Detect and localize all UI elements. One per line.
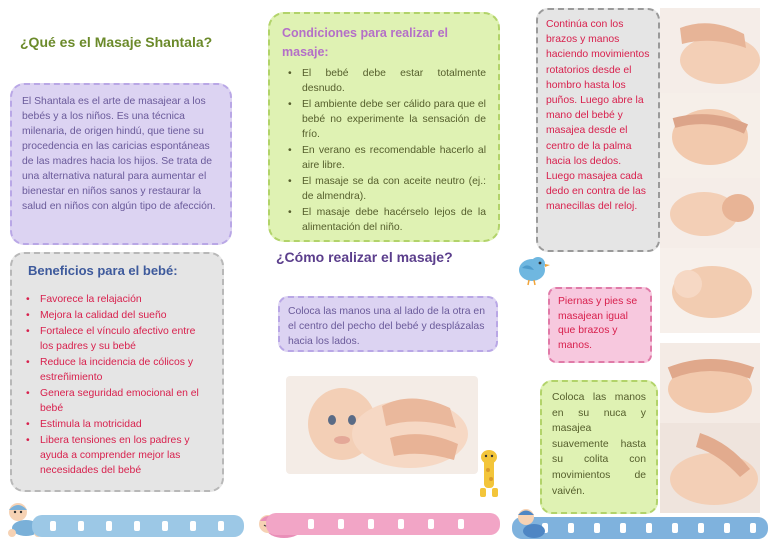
decorative-band-blue bbox=[32, 515, 244, 537]
baby-bottle-icon bbox=[308, 519, 314, 529]
step1-box bbox=[278, 296, 498, 352]
baby-bottle-icon bbox=[218, 521, 224, 531]
baby-bottle-icon bbox=[458, 519, 464, 529]
baby-bottle-icon bbox=[594, 523, 600, 533]
title-what-is-shantala: ¿Qué es el Masaje Shantala? bbox=[20, 34, 213, 50]
massage-photo bbox=[660, 8, 760, 93]
baby-bottle-icon bbox=[568, 523, 574, 533]
giraffe-icon bbox=[474, 448, 504, 498]
condition-item: • El bebé debe estar totalmente desnudo. bbox=[282, 66, 486, 96]
benefit-item: • Genera seguridad emocional en el bebé bbox=[24, 386, 210, 416]
intro-box bbox=[10, 83, 232, 245]
baby-bottle-icon bbox=[50, 521, 56, 531]
step4-box bbox=[540, 380, 658, 514]
baby-bottle-icon bbox=[190, 521, 196, 531]
step2-box bbox=[536, 8, 660, 252]
baby-bottle-icon bbox=[724, 523, 730, 533]
condition-item: • El masaje se da con aceite neutro (ej.: de almendra). bbox=[282, 174, 486, 204]
massage-photo bbox=[660, 93, 760, 178]
baby-bottle-icon bbox=[338, 519, 344, 529]
baby-bottle-icon bbox=[162, 521, 168, 531]
bird-icon bbox=[514, 252, 550, 286]
conditions-list bbox=[282, 66, 486, 235]
baby-bottle-icon bbox=[620, 523, 626, 533]
step1-text: Coloca las manos una al lado de la otra en el centro del pecho del bebé y desplázalas hacia los lados. bbox=[288, 306, 485, 347]
step4-text: Coloca las manos en su nuca y masajea suavemente hasta su colita con movimientos de vaivén. bbox=[552, 392, 646, 497]
benefits-box bbox=[10, 252, 224, 492]
baby-bottle-icon bbox=[646, 523, 652, 533]
step3-text: Piernas y pies se masajean igual que brazos y manos. bbox=[558, 296, 638, 351]
benefit-item: • Favorece la relajación bbox=[24, 292, 210, 307]
baby-massage-photo bbox=[286, 376, 478, 474]
benefit-item: • Libera tensiones en los padres y ayuda a comprender mejor las necesidades del bebé bbox=[24, 433, 210, 478]
step3-box bbox=[548, 287, 652, 363]
conditions-box bbox=[268, 12, 500, 242]
benefit-item: • Estimula la motricidad bbox=[24, 417, 210, 432]
benefit-item: • Mejora la calidad del sueño bbox=[24, 308, 210, 323]
baby-bottle-icon bbox=[398, 519, 404, 529]
baby-bottle-icon bbox=[428, 519, 434, 529]
massage-photo bbox=[660, 343, 760, 423]
baby-bottle-icon bbox=[368, 519, 374, 529]
decorative-band-pink bbox=[266, 513, 500, 535]
decorative-band-blue-2 bbox=[512, 517, 768, 539]
step2-text: Continúa con los brazos y manos haciendo movimientos rotatorios desde el hombro hasta los puños. Luego abre la mano del bebé y masajea desde el centro de la palma hacia los dedos. Luego masajea cada dedo en contra de las manecillas del reloj. bbox=[546, 19, 650, 213]
baby-crawling-icon bbox=[512, 505, 546, 539]
baby-bottle-icon bbox=[134, 521, 140, 531]
baby-bottle-icon bbox=[78, 521, 84, 531]
baby-bottle-icon bbox=[672, 523, 678, 533]
benefit-item: • Reduce la incidencia de cólicos y estreñimiento bbox=[24, 355, 210, 385]
massage-photo bbox=[660, 248, 760, 333]
condition-item: • El ambiente debe ser cálido para que el bebé no experimente la sensación de frío. bbox=[282, 97, 486, 142]
massage-photo bbox=[660, 178, 760, 248]
condition-item: • El masaje debe hacérselo lejos de la alimentación del niño. bbox=[282, 205, 486, 235]
intro-text: El Shantala es el arte de masajear a los bebés y a los niños. Es una técnica milenaria, de origen hindú, que tiene su procedencia en las caricias espontáneas de las madres hacia los hijos. Se trata de una alternativa natural para aumentar el bienestar en niños sanos y restaurar la salud en niños con algún tipo de afección. bbox=[22, 96, 216, 212]
conditions-title: Condiciones para realizar el masaje: bbox=[282, 26, 449, 59]
condition-item: • En verano es recomendable hacerlo al aire libre. bbox=[282, 143, 486, 173]
benefit-item: • Fortalece el vínculo afectivo entre los padres y su bebé bbox=[24, 324, 210, 354]
how-to-title: ¿Cómo realizar el masaje? bbox=[276, 249, 453, 265]
baby-bottle-icon bbox=[750, 523, 756, 533]
benefits-title: Beneficios para el bebé: bbox=[28, 263, 178, 278]
massage-photo-strip bbox=[660, 8, 760, 513]
massage-photo bbox=[660, 423, 760, 513]
benefits-list bbox=[24, 292, 210, 478]
baby-bottle-icon bbox=[698, 523, 704, 533]
baby-bottle-icon bbox=[106, 521, 112, 531]
